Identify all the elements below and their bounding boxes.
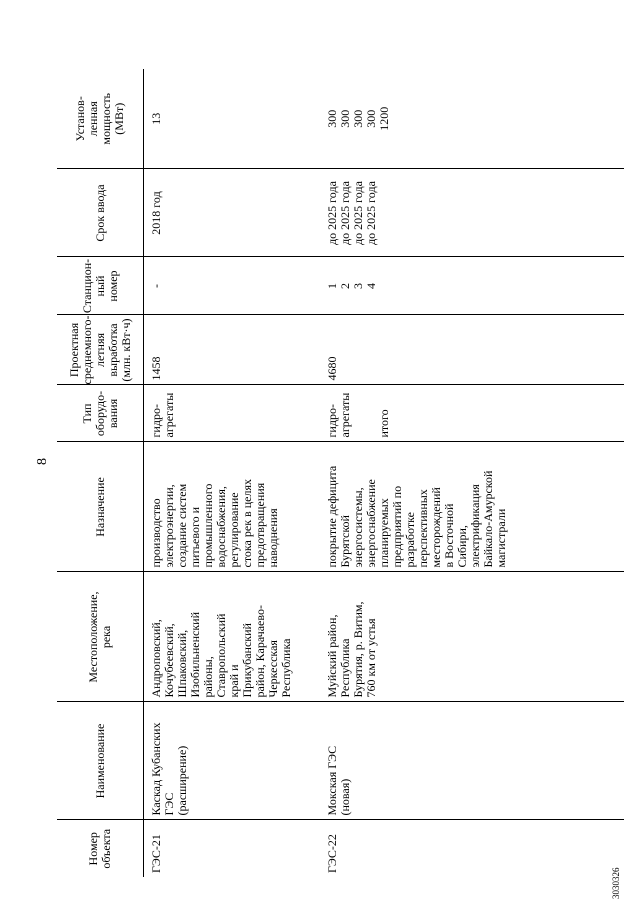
cell-station-number: [144, 257, 321, 315]
text-line: ленная: [86, 101, 100, 137]
text-line: район, Карачаево-: [253, 605, 267, 698]
text-line: 300: [325, 109, 339, 128]
text-line: Андроповский,: [149, 619, 163, 698]
text-line: электроэнергии,: [162, 484, 176, 568]
cell-object-number: ГЭС-21: [149, 834, 163, 873]
text-line: итого: [377, 409, 391, 438]
text-line: выработка: [105, 323, 120, 377]
text-line: [352, 389, 365, 438]
text-line: питьевого и: [188, 506, 202, 568]
cell-equipment-type: [144, 385, 321, 442]
text-line: 13: [149, 112, 163, 125]
text-line: стока рек в целях: [240, 479, 254, 568]
text-line: до 2025 года: [351, 181, 365, 245]
text-line: Кочубеевский,: [162, 623, 176, 698]
text-line: Ставропольский: [214, 613, 228, 698]
cell-commissioning-date: [144, 169, 321, 257]
text-line: 1458: [149, 356, 163, 381]
cell-station-number: [320, 257, 624, 315]
text-line: наводнения: [266, 508, 280, 568]
text-line: 2018 год: [149, 191, 163, 235]
text-line: энергоснабжение: [364, 479, 378, 568]
cell-object-number: ГЭС-22: [325, 834, 339, 873]
cell-name: [144, 702, 321, 820]
cell-location: [320, 572, 624, 702]
text-line: 4: [364, 283, 378, 289]
text-line: (млн. кВт·ч): [118, 318, 133, 382]
text-line: Муйский район,: [325, 614, 339, 698]
text-line: объекта: [99, 828, 113, 869]
cell-commissioning-date: [320, 169, 624, 257]
text-line: разработке: [403, 512, 417, 568]
text-line: 4680: [325, 356, 339, 381]
text-line: покрытие дефицита: [325, 465, 339, 568]
text-line: 2: [338, 283, 352, 289]
header-projected-output: [57, 315, 144, 385]
text-line: 760 км от устья: [364, 618, 378, 698]
text-line: предприятий по: [390, 485, 404, 568]
text-line: 1200: [377, 106, 391, 131]
text-line: Каскад Кубанских: [149, 722, 163, 816]
text-line: Назначение: [92, 477, 107, 537]
text-line: Местоположение,: [86, 591, 100, 683]
text-line: магистрали: [494, 508, 508, 568]
text-line: оборудо-: [92, 390, 107, 437]
text-line: Прикубанский: [240, 623, 254, 698]
text-line: мощность: [99, 92, 113, 145]
header-purpose: [57, 442, 144, 572]
text-line: (расширение): [175, 745, 189, 816]
text-line: среднемного-: [79, 315, 94, 385]
document-code: 3030326: [611, 867, 621, 899]
cell-purpose: [144, 442, 321, 572]
text-line: Мокская ГЭС: [325, 745, 339, 816]
header-location: [57, 572, 144, 702]
text-line: Проектная: [66, 322, 81, 378]
text-line: регулирование: [227, 492, 241, 568]
text-line: электрификация: [468, 484, 482, 568]
cell-equipment-type: [320, 385, 624, 442]
text-line: Тип: [79, 403, 94, 424]
header-installed-capacity: [57, 69, 144, 169]
page-number: 8: [35, 458, 50, 465]
text-line: (МВт): [112, 102, 126, 135]
text-line: предотвращения: [253, 482, 267, 568]
cell-purpose: [320, 442, 624, 572]
text-line: Наименование: [92, 723, 107, 799]
text-line: агрегаты: [162, 392, 176, 438]
text-line: планируемых: [377, 498, 391, 568]
text-line: Бурятия, р. Витим,: [351, 601, 365, 698]
cell-projected-output: [320, 315, 624, 385]
text-line: ГЭС: [162, 792, 176, 816]
text-line: (новая): [338, 778, 352, 816]
text-line: водоснабжения,: [214, 486, 228, 568]
text-line: энергосистемы,: [351, 487, 365, 568]
text-line: Срок ввода: [92, 184, 107, 242]
text-line: создание систем: [175, 483, 189, 568]
text-line: районы,: [201, 656, 215, 698]
text-line: до 2025 года: [364, 181, 378, 245]
text-line: вания: [105, 398, 120, 429]
text-line: Изобильненский: [188, 612, 202, 698]
text-line: край и: [227, 664, 241, 698]
table-row: [320, 69, 624, 877]
text-line: Бурятской: [338, 515, 352, 568]
header-object-number: [57, 820, 144, 877]
header-name: [57, 702, 144, 820]
table-row: [144, 69, 321, 877]
text-line: река: [99, 625, 113, 649]
text-line: 300: [364, 109, 378, 128]
cell-location: [144, 572, 321, 702]
header-commissioning-date: [57, 169, 144, 257]
text-line: производство: [149, 498, 163, 568]
text-line: Республика: [338, 638, 352, 698]
text-line: в Восточной: [442, 503, 456, 568]
header-equipment-type: [57, 385, 144, 442]
text-line: Байкало-Амурской: [481, 470, 495, 568]
text-line: агрегаты: [338, 392, 352, 438]
text-line: Станцион-: [79, 258, 94, 314]
cell-name: [320, 702, 624, 820]
text-line: Номер: [86, 832, 100, 866]
text-line: Республика: [279, 638, 293, 698]
text-line: -: [149, 284, 163, 288]
text-line: до 2025 года: [338, 181, 352, 245]
text-line: гидро-: [149, 404, 163, 438]
cell-installed-capacity: [144, 69, 321, 169]
text-line: Черкесская: [266, 640, 280, 698]
text-line: 1: [325, 283, 339, 289]
text-line: Сибири,: [455, 525, 469, 568]
text-line: до 2025 года: [325, 181, 339, 245]
text-line: ный: [92, 275, 107, 297]
text-line: 300: [338, 109, 352, 128]
header-station-number: [57, 257, 144, 315]
text-line: гидро-: [325, 404, 339, 438]
text-line: месторождений: [429, 487, 443, 568]
cell-projected-output: [144, 315, 321, 385]
cell-installed-capacity: [320, 69, 624, 169]
text-line: Шпаковский,: [175, 629, 189, 698]
text-line: промышленного: [201, 483, 215, 568]
text-line: 300: [351, 109, 365, 128]
text-line: номер: [105, 270, 120, 302]
power-plants-table: [57, 69, 624, 877]
text-line: перспективных: [416, 489, 430, 568]
text-line: Установ-: [73, 96, 87, 142]
text-line: летняя: [92, 332, 107, 368]
table-header-row: [57, 69, 144, 877]
text-line: 3: [351, 283, 365, 289]
